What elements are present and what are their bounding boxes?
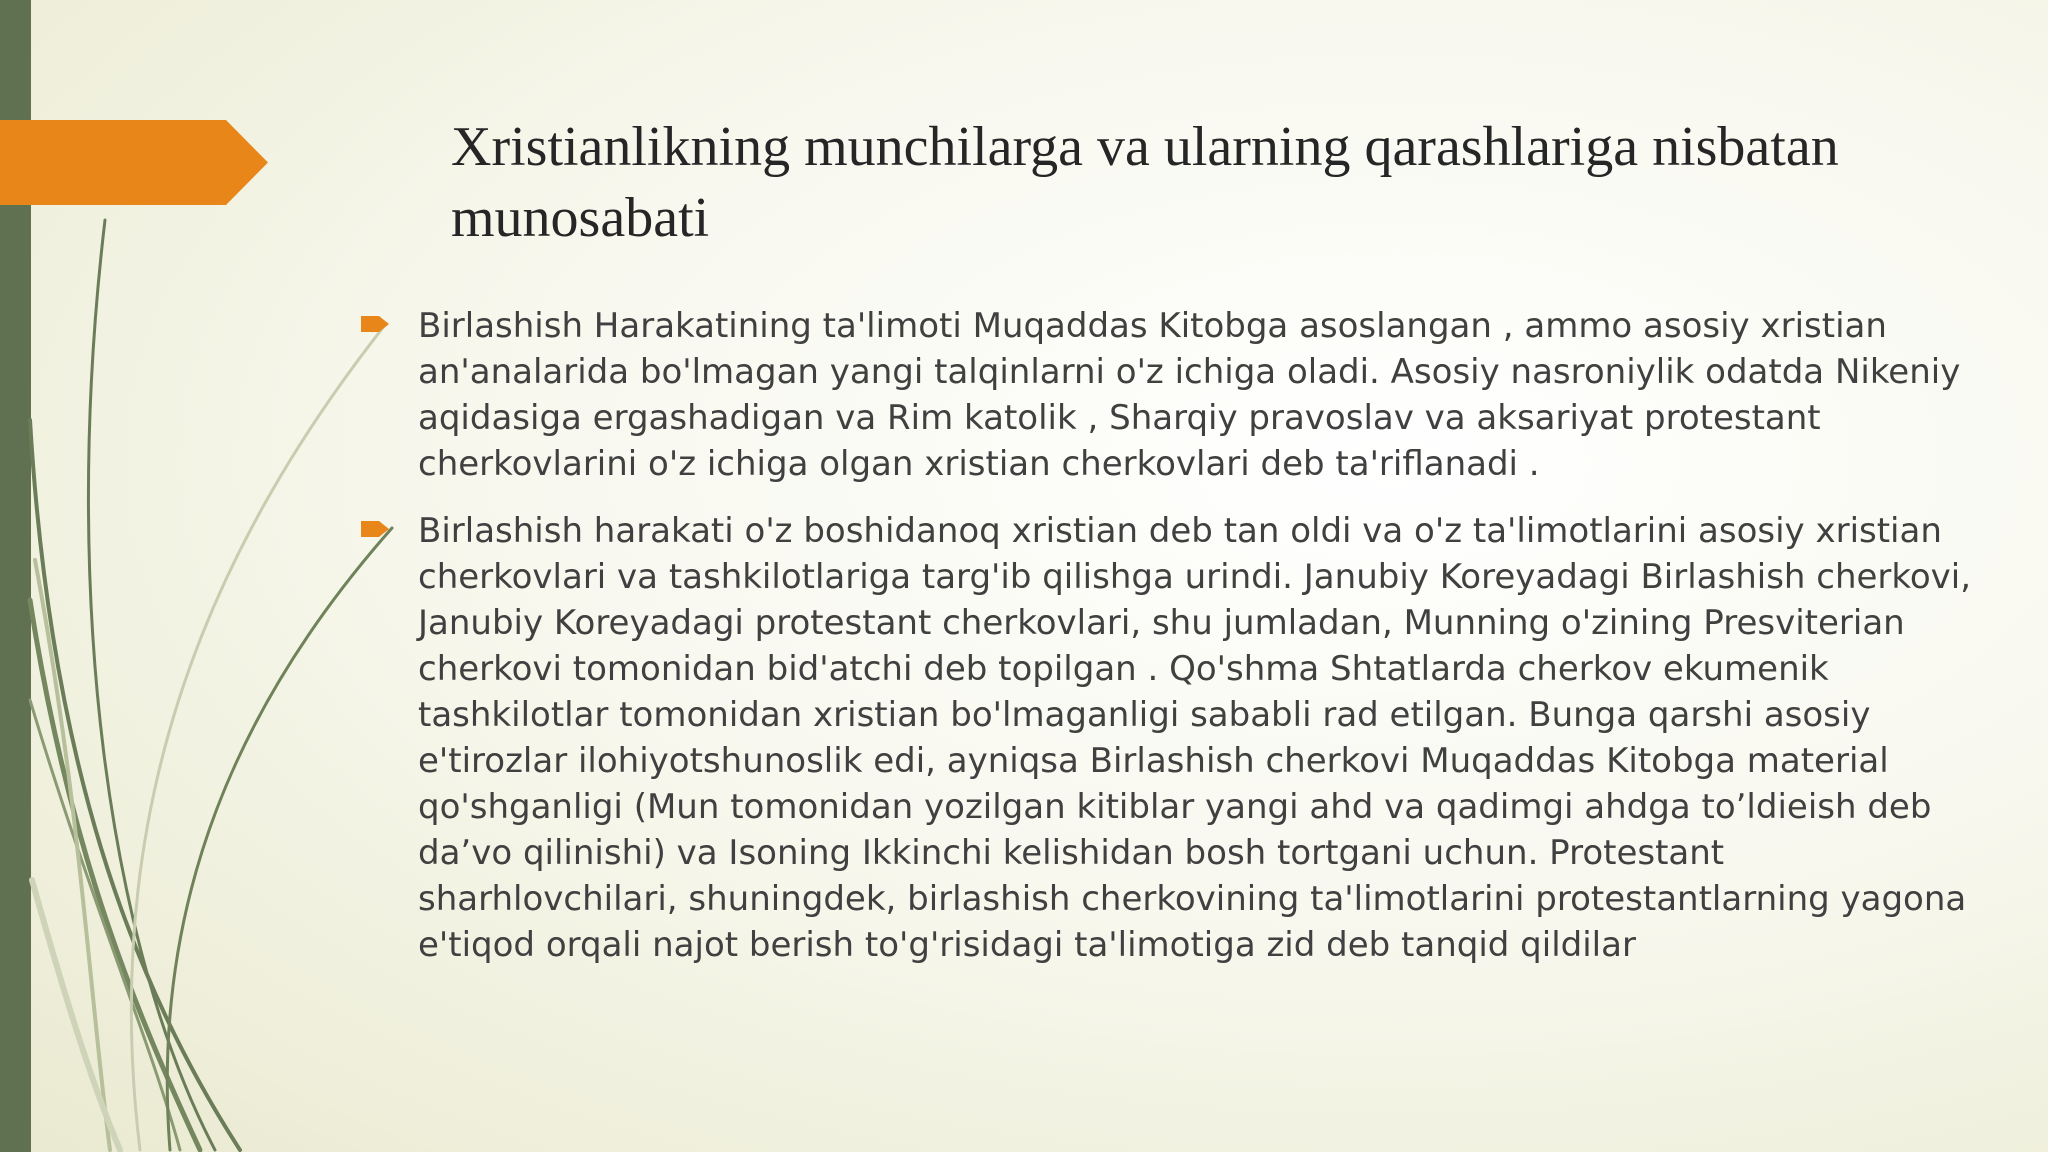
bullet-text: Birlashish Harakatining ta'limoti Muqaddas Kitobga asoslangan , ammo asosiy xristian an'analarida bo'lmagan yangi talqinlarni o'z ichiga oladi. Asosiy nasroniylik odatda Nikeniy aqidasiga ergashadigan va Rim katolik , Sharqiy pravoslav va aksariyat protestant cherkovlarini o'z ichiga olgan xristian cherkovlari deb ta'riflanadi .: [418, 306, 1961, 484]
bullet-list: [360, 303, 1980, 968]
bullet-text: Birlashish harakati o'z boshidanoq xristian deb tan oldi va o'z ta'limotlarini asosiy xristian cherkovlari va tashkilotlariga targ'ib qilishga urindi. Janubiy Koreyadagi Birlashish cherkovi, Janubiy Koreyadagi protestant cherkovlari, shu jumladan, Munning o'zining Presviterian cherkovi tomonidan bid'atchi deb topilgan . Qo'shma Shtatlarda cherkov ekumenik tashkilotlar tomonidan xristian bo'lmaganligi sababli rad etilgan. Bunga qarshi asosiy e'tirozlar ilohiyotshunoslik edi, ayniqsa Birlashish cherkovi Muqaddas Kitobga material qo'shganligi (Mun tomonidan yozilgan kitiblar yangi ahd va qadimgi ahdga to’ldieish deb da’vo qilinishi) va Isoning Ikkinchi kelishidan bosh tortgani uchun. Protestant sharhlovchilari, shuningdek, birlashish cherkovining ta'limotlarini protestantlarning yagona e'tiqod orqali najot berish to'g'risidagi ta'limotiga zid deb tanqid qildilar: [418, 511, 1972, 965]
slide-title: Xristianlikning munchilarga va ularning qarashlariga nisbatan munosabati: [451, 116, 1839, 249]
bullet-item: [360, 508, 1980, 968]
orange-arrow-shape: [0, 120, 268, 205]
arrow-bullet-icon: [361, 518, 391, 540]
arrow-bullet-icon: [361, 313, 391, 335]
bullet-item: [360, 303, 1980, 487]
